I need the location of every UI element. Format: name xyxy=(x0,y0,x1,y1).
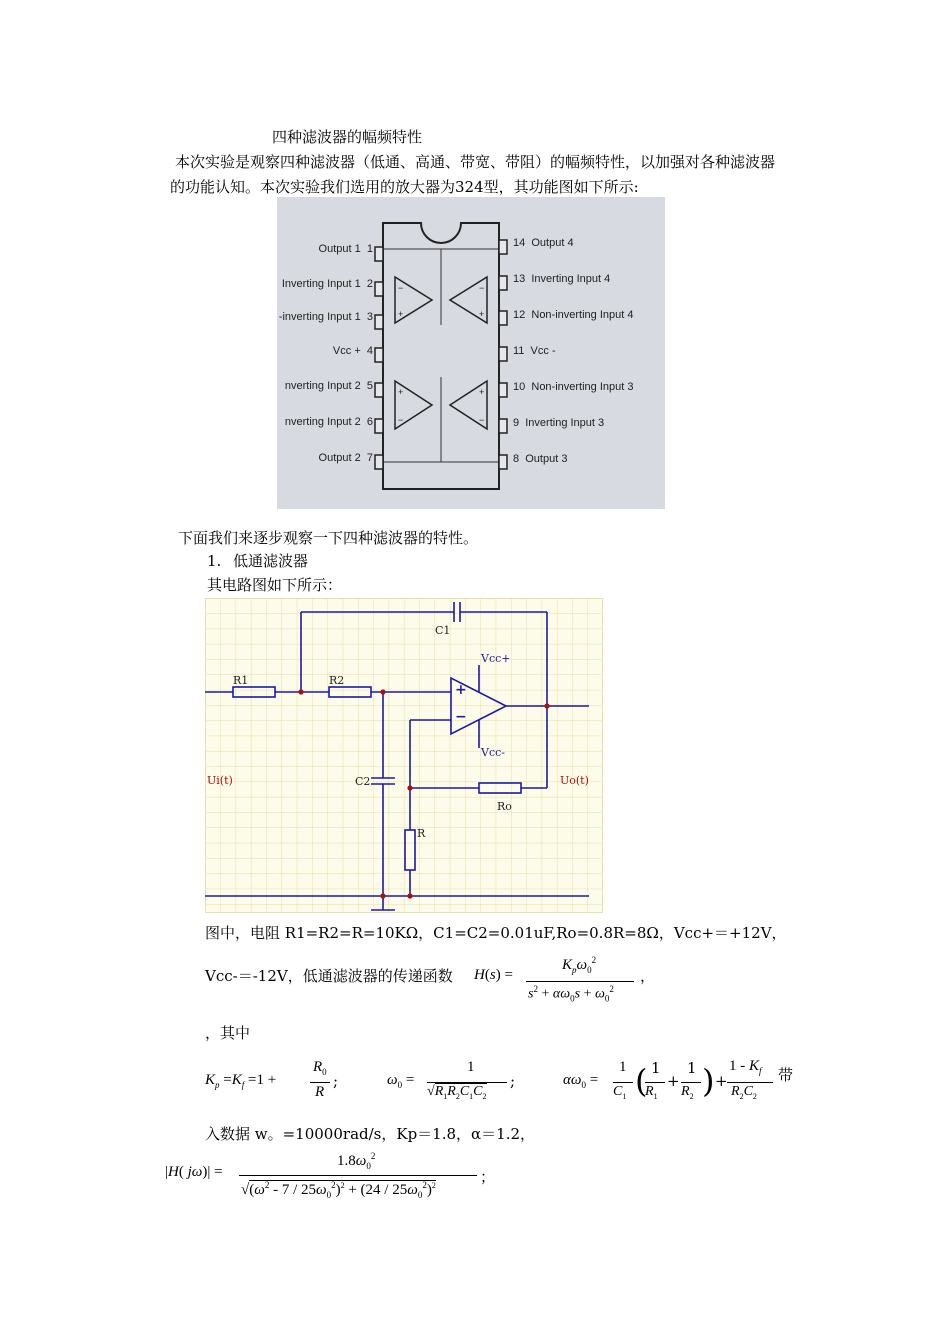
lm324-pin-diagram xyxy=(277,197,665,509)
label-vcc-minus: Vcc- xyxy=(481,746,505,759)
magnitude-formula: |H( jω)| = $1.8\omega_0^2$ $√(\omega^2 - 7 / 25\omega_0^2)^2 + (24 / 25\omega_0^2)^2$ xyxy=(165,1150,485,1216)
pin-row: -inverting Input 1 3 xyxy=(278,311,373,323)
pin-row: Output 2 7 xyxy=(318,452,373,464)
pin-row: 8 Output 3 xyxy=(513,453,568,465)
pin-row: 9 Inverting Input 3 xyxy=(513,417,605,429)
circuit-intro: 其电路图如下所示： xyxy=(207,576,343,594)
qizhong-text: ，其中 xyxy=(205,1024,251,1042)
parameter-formulas: $K_p =K_f =1$ + $R_0$ R ; $\omega_0$ = 1 $√R_1R_2C_1C_2$ ; $\alpha\omega_0$ = 1 $C_1$ ( 1 $R_1$ + 1 $R_2$ ) + $1 - K_f$ $R_2C_2$ xyxy=(205,1058,805,1108)
transfer-function-formula: H(s) = $K_p\omega_0^2$ $s^2 + \alpha\omega_0s + \omega_0^2$ xyxy=(474,955,644,1005)
pin-row: 13 Inverting Input 4 xyxy=(513,273,611,285)
label-uo: Uo(t) xyxy=(560,774,589,787)
pin-row: Vcc + 4 xyxy=(332,345,373,357)
intro-line-2: 的功能认知。本次实验我们选用的放大器为324型，其功能图如下所示: xyxy=(170,178,639,196)
svg-text:−: − xyxy=(479,283,485,293)
label-c1: C1 xyxy=(435,624,451,637)
label-ro: Ro xyxy=(497,800,512,813)
label-c2: C2 xyxy=(355,775,371,788)
pin-row: nverting Input 2 5 xyxy=(284,380,373,392)
semicolon-after-magnitude: ； xyxy=(480,1168,496,1186)
label-ui: Ui(t) xyxy=(207,774,233,787)
pin-row: Output 1 1 xyxy=(318,243,373,255)
label-vcc-plus: Vcc+ xyxy=(481,652,511,665)
intro-line-1: 本次实验是观察四种滤波器（低通、高通、带宽、带阻）的幅频特性，以加强对各种滤波器 xyxy=(175,153,776,171)
svg-text:−: − xyxy=(479,415,485,425)
svg-text:+: + xyxy=(398,309,404,319)
label-noninverting: + xyxy=(455,682,467,698)
pin-row: 11 Vcc - xyxy=(513,345,556,357)
label-inverting: − xyxy=(455,709,467,725)
svg-text:+: + xyxy=(479,309,485,319)
svg-text:−: − xyxy=(398,415,404,425)
data-line: 入数据 w。=10000rad/s，Kp＝1.8，α＝1.2， xyxy=(205,1125,536,1143)
pin-row: 14 Output 4 xyxy=(513,237,574,249)
step-intro: 下面我们来逐步观察一下四种滤波器的特性。 xyxy=(178,529,479,547)
pin-row: 10 Non-inverting Input 3 xyxy=(513,381,634,393)
label-r: R xyxy=(417,827,426,840)
dai-text: 带 xyxy=(778,1066,794,1084)
document-title: 四种滤波器的幅频特性 xyxy=(272,128,423,146)
section-title: 低通滤波器 xyxy=(233,552,309,570)
comma-after-formula: ， xyxy=(640,967,656,985)
param-line-1: 图中，电阻 R1=R2=R=10KΩ，C1=C2=0.01uF,Ro=0.8R=8Ω，Vcc+＝+12V， xyxy=(205,924,787,942)
pin-row: Inverting Input 1 2 xyxy=(281,278,373,290)
section-number: 1. xyxy=(207,552,222,570)
svg-text:+: + xyxy=(479,387,485,397)
pin-row: nverting Input 2 6 xyxy=(284,416,373,428)
svg-text:−: − xyxy=(398,283,404,293)
pin-row: 12 Non-inverting Input 4 xyxy=(513,309,634,321)
label-r1: R1 xyxy=(233,674,249,687)
param-line-2: Vcc-＝-12V，低通滤波器的传递函数 xyxy=(205,967,453,985)
label-r2: R2 xyxy=(329,674,345,687)
svg-text:+: + xyxy=(398,387,404,397)
lowpass-circuit-diagram xyxy=(205,598,603,913)
